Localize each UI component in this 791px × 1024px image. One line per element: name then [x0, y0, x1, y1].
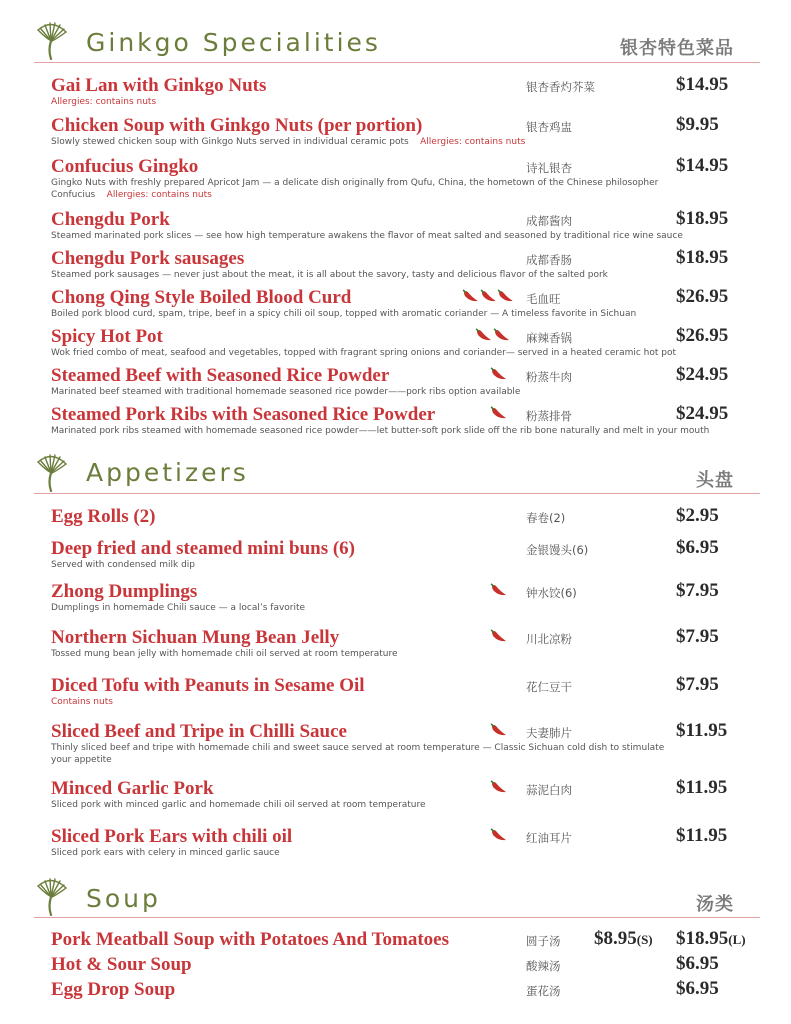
item-name: Zhong Dumplings	[51, 581, 198, 602]
allergy-note: Contains nuts	[51, 697, 113, 707]
section-divider	[34, 493, 760, 494]
section-title: Soup	[86, 884, 161, 913]
item-name: Chicken Soup with Ginkgo Nuts (per portion)	[51, 115, 423, 136]
allergy-note: Allergies: contains nuts	[51, 97, 157, 107]
chili-pepper-icon	[490, 629, 507, 643]
chili-pepper-icon	[490, 723, 507, 737]
item-price: $18.95	[676, 247, 729, 268]
item-name: Pork Meatball Soup with Potatoes And Tomatoes	[51, 929, 449, 950]
allergy-note: Allergies: contains nuts	[420, 137, 526, 147]
section-cn-title: 头盘	[696, 470, 734, 491]
item-price: $18.95	[676, 208, 729, 229]
item-name: Chong Qing Style Boiled Blood Curd	[51, 287, 352, 308]
item-price: $2.95	[676, 505, 719, 526]
item-cn-name: 银杏鸡盅	[526, 120, 572, 134]
chili-pepper-icon	[490, 780, 507, 794]
item-description: Thinly sliced beef and tripe with homemade chili and sweet sauce served at room temperature — Classic Sichuan cold dish to stimulate your appetite	[51, 743, 665, 765]
spice-level	[489, 629, 507, 645]
item-description	[51, 96, 681, 108]
size-large-label: (L)	[728, 932, 746, 947]
item-description: Sliced pork ears with celery in minced garlic sauce	[51, 848, 280, 858]
item-cn-name: 花仁豆干	[526, 680, 572, 694]
item-price-small	[594, 928, 653, 951]
item-cn-name: 夫妻肺片	[526, 726, 572, 740]
allergy-note: Allergies: contains nuts	[106, 190, 212, 200]
description-text: Gingko Nuts with freshly prepared Apricot Jam — a delicate dish originally from Qufu, China, the hometown of the Chinese philosopher Confucius	[51, 178, 659, 200]
chili-pepper-icon	[475, 328, 492, 342]
item-description: Dumplings in homemade Chili sauce — a local’s favorite	[51, 603, 306, 613]
ginkgo-leaf-icon	[34, 20, 70, 60]
item-description: Marinated pork ribs steamed with homemade seasoned rice powder——let butter-soft pork slide off the rib bone naturally and melt in your mouth	[51, 426, 710, 436]
item-name: Chengdu Pork sausages	[51, 248, 245, 269]
item-name: Sliced Pork Ears with chili oil	[51, 826, 293, 847]
item-cn-name: 酸辣汤	[526, 959, 561, 973]
chili-pepper-icon	[462, 289, 479, 303]
item-description: Tossed mung bean jelly with homemade chili oil served at room temperature	[51, 649, 398, 659]
item-name: Egg Drop Soup	[51, 979, 176, 1000]
item-name: Steamed Beef with Seasoned Rice Powder	[51, 365, 390, 386]
item-description	[51, 696, 681, 708]
item-name: Confucius Gingko	[51, 156, 199, 177]
item-description: Steamed marinated pork slices — see how high temperature awakens the flavor of meat salted and seasoned by traditional rice wine sauce	[51, 231, 683, 241]
item-cn-name: 春卷(2)	[526, 511, 566, 525]
section-title: Ginkgo Specialities	[86, 28, 381, 57]
section-header-ginkgo-specialities	[34, 20, 760, 64]
item-description: Boiled pork blood curd, spam, tripe, beef in a spicy chili oil soup, topped with aromatic coriander — A timeless favorite in Sichuan	[51, 309, 637, 319]
chili-pepper-icon	[490, 828, 507, 842]
item-price: $11.95	[676, 720, 728, 741]
size-small-label: (S)	[636, 932, 653, 947]
spice-level	[489, 583, 507, 599]
item-cn-name: 毛血旺	[526, 292, 561, 306]
item-price: $11.95	[676, 777, 728, 798]
chili-pepper-icon	[480, 289, 497, 303]
spice-level	[489, 406, 507, 422]
item-price: $6.95	[676, 953, 719, 974]
item-name: Northern Sichuan Mung Bean Jelly	[51, 627, 340, 648]
item-price: $26.95	[676, 325, 729, 346]
ginkgo-leaf-icon	[34, 876, 70, 916]
spice-level	[489, 723, 507, 739]
item-cn-name: 蛋花汤	[526, 984, 561, 998]
chili-pepper-icon	[490, 367, 507, 381]
item-price: $24.95	[676, 403, 729, 424]
item-price: $6.95	[676, 978, 719, 999]
section-cn-title: 银杏特色菜品	[620, 38, 734, 59]
item-description: Marinated beef steamed with traditional homemade seasoned rice powder——pork ribs option available	[51, 387, 521, 397]
item-name: Diced Tofu with Peanuts in Sesame Oil	[51, 675, 365, 696]
item-name: Sliced Beef and Tripe in Chilli Sauce	[51, 721, 347, 742]
item-cn-name: 红油耳片	[526, 831, 572, 845]
item-cn-name: 蒜泥白肉	[526, 783, 572, 797]
item-price: $6.95	[676, 537, 719, 558]
description-text: Slowly stewed chicken soup with Ginkgo Nuts served in individual ceramic pots	[51, 137, 409, 147]
section-header-appetizers	[34, 452, 760, 496]
item-description: Served with condensed milk dip	[51, 560, 196, 570]
item-price: $7.95	[676, 674, 719, 695]
item-price-large	[676, 928, 746, 951]
item-description: Sliced pork with minced garlic and homemade chili oil served at room temperature	[51, 800, 426, 810]
price-large-value: $18.95	[676, 928, 729, 949]
price-small-value: $8.95	[594, 928, 637, 949]
item-price: $24.95	[676, 364, 729, 385]
section-title: Appetizers	[86, 458, 249, 487]
spice-level	[489, 828, 507, 844]
item-cn-name: 粉蒸排骨	[526, 409, 572, 423]
item-price: $14.95	[676, 74, 729, 95]
item-price: $14.95	[676, 155, 729, 176]
item-name: Steamed Pork Ribs with Seasoned Rice Powder	[51, 404, 436, 425]
item-name: Gai Lan with Ginkgo Nuts	[51, 75, 267, 96]
spice-level	[489, 780, 507, 796]
item-cn-name: 成都酱肉	[526, 214, 572, 228]
item-cn-name: 成都香肠	[526, 253, 572, 267]
item-cn-name: 川北凉粉	[526, 632, 572, 646]
item-name: Chengdu Pork	[51, 209, 170, 230]
section-cn-title: 汤类	[696, 894, 734, 915]
item-price: $9.95	[676, 114, 719, 135]
chili-pepper-icon	[490, 583, 507, 597]
item-cn-name: 诗礼银杏	[526, 161, 572, 175]
spice-level	[474, 328, 510, 344]
item-name: Hot & Sour Soup	[51, 954, 192, 975]
chili-pepper-icon	[490, 406, 507, 420]
section-header-soup	[34, 876, 760, 920]
item-description	[51, 136, 711, 148]
item-cn-name: 粉蒸牛肉	[526, 370, 572, 384]
item-cn-name: 银杏香灼芥菜	[526, 80, 595, 94]
item-name: Deep fried and steamed mini buns (6)	[51, 538, 356, 559]
item-price: $7.95	[676, 580, 719, 601]
item-name: Minced Garlic Pork	[51, 778, 214, 799]
item-cn-name: 钟水饺(6)	[526, 586, 577, 600]
item-cn-name: 金银馒头(6)	[526, 543, 589, 557]
item-price: $11.95	[676, 825, 728, 846]
item-name: Spicy Hot Pot	[51, 326, 163, 347]
item-description: Wok fried combo of meat, seafood and vegetables, topped with fragrant spring onions and coriander— served in a heated ceramic hot pot	[51, 348, 677, 358]
spice-level	[489, 367, 507, 383]
item-name: Egg Rolls (2)	[51, 506, 156, 527]
item-cn-name: 麻辣香锅	[526, 331, 572, 345]
ginkgo-leaf-icon	[34, 452, 70, 492]
item-price: $7.95	[676, 626, 719, 647]
item-description: Steamed pork sausages — never just about the meat, it is all about the savory, tasty and delicious flavor of the salted pork	[51, 270, 608, 280]
spice-level	[462, 289, 514, 305]
item-price: $26.95	[676, 286, 729, 307]
item-cn-name: 圆子汤	[526, 934, 561, 948]
item-description	[51, 177, 676, 201]
chili-pepper-icon	[493, 328, 510, 342]
section-divider	[34, 62, 760, 63]
section-divider	[34, 917, 760, 918]
chili-pepper-icon	[497, 289, 514, 303]
